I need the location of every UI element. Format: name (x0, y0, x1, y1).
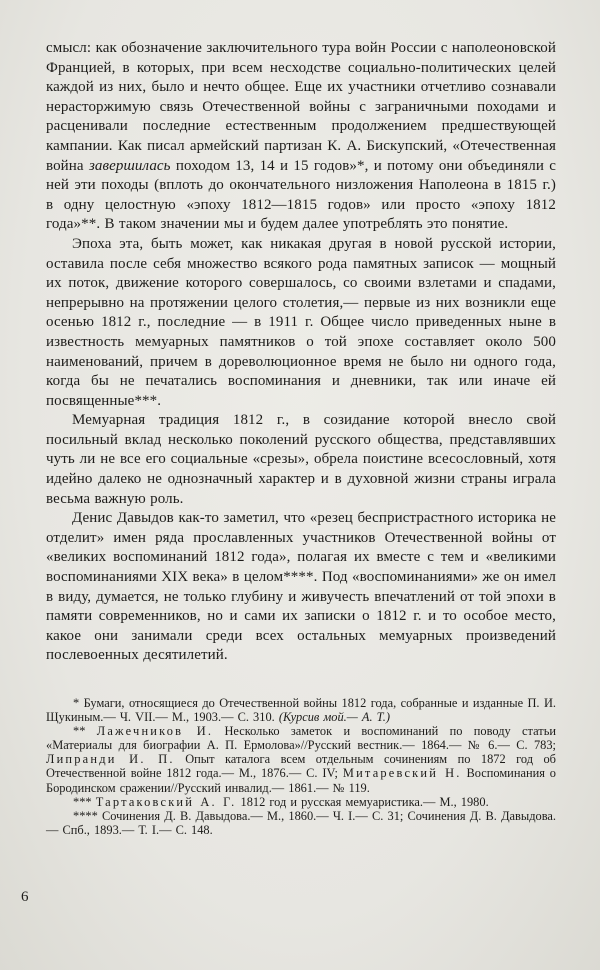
footnote-segment: Воспоминания о Бородинском сражении//Русский инвалид.— 1861.— № 119. (46, 766, 556, 795)
footnote (46, 724, 556, 794)
footnote-segment: 1812 год и русская мемуаристика.— М., 1980. (236, 794, 489, 809)
footnote-segment: Лажечников И. (96, 724, 214, 739)
footnote (46, 696, 556, 724)
paragraph-segment: походом 13, 14 и 15 годов»*, и потому они объединяли с ней эти походы (вплоть до окончательного низложения Наполеона в 1815 г.) в одну целостную «эпоху 1812—1815 годов» или просто «эпоху 1812 года»**. В таком значении мы и будем далее употреблять это понятие. (46, 157, 556, 233)
footnote-segment: Несколько заметок и воспоминаний по поводу статьи «Материалы для биографии А. П. Ермолова»//Русский вестник.— 1864.— № 6.— С. 783; (46, 724, 556, 753)
page-number: 6 (21, 889, 29, 905)
footnote-segment: Тартаковский А. Г. (95, 794, 237, 809)
paragraph-segment: Мемуарная традиция 1812 г., в созидание которой внесло свой посильный вклад несколько поколений русского общества, представлявших чуть ли не все его социальные «срезы», обрела поистине всесословный, хотя идейно далеко не однозначный характер и в духовной жизни страны играла весьма важную роль. (46, 412, 556, 507)
footnote-segment: ** (73, 724, 97, 739)
paragraph-segment: смысл: как обозначение заключительного тура войн России с наполеоновской Францией, в которых, при всем несходстве социально-политических целей каждой из них, было и нечто общее. Еще их участники отчетливо сознавали нерасторжимую связь Отечественной войны с заграничными походами и расценивали последние естественным продолжением предшествующей кампании. Как писал армейский партизан К. А. Бискупский, «Отечественная война (46, 40, 556, 174)
body-text (46, 39, 556, 666)
footnote-segment: **** Сочинения Д. В. Давыдова.— М., 1860.— Ч. I.— С. 31; Сочинения Д. В. Давыдова.— Спб., 1893.— Т. I.— С. 148. (46, 808, 556, 837)
footnote-segment: * Бумаги, относящиеся до Отечественной войны 1812 года, собранные и изданные П. И. Щукиным.— Ч. VII.— М., 1903.— С. 310. (46, 696, 556, 725)
paragraph (46, 235, 556, 411)
footnote (46, 795, 556, 809)
footnote-segment: Опыт каталога всем отдельным сочинениям по 1872 год об Отечественной войне 1812 года.— М., 1876.— С. IV; (46, 752, 556, 781)
paragraph-segment: Денис Давыдов как-то заметил, что «резец беспристрастного историка не отделит» имен ряда прославленных участников Отечественной войны от «великих воспоминаний 1812 года», полагая их вместе с тем и «великими воспоминаниями XIX века» в целом****. Под «воспоминаниями» же он имел в виду, думается, не только глубину и живучесть впечатлений от той эпохи в памяти современников, но и сами их записки о 1812 г. и то особое место, какое они занимали среди всех остальных мемуарных произведений послевоенных десятилетий. (46, 510, 556, 664)
footnote-segment: Липранди И. П. (46, 752, 175, 767)
footnote-segment: (Курсив мой.— А. Т.) (278, 710, 390, 725)
paragraph (46, 509, 556, 666)
footnote-segment: *** (73, 794, 96, 809)
footnote-segment: Митаревский Н. (342, 766, 462, 781)
footnotes (46, 696, 556, 837)
paragraph-segment: Эпоха эта, быть может, как никакая другая в новой русской истории, оставила после себя множество всякого рода памятных записок — мощный их поток, движение которого совершалось, со своими взлетами и спадами, непрерывно на протяжении целого столетия,— первые из них возникли еще осенью 1812 г., последние — в 1911 г. Общее число приведенных ныне в известность мемуарных памятников о той эпохе составляет около 500 наименований, причем в дореволюционное время не было ни одного года, когда бы не печатались воспоминания и дневники, так или иначе ей посвященные***. (46, 235, 556, 409)
paragraph (46, 411, 556, 509)
footnote (46, 809, 556, 837)
paragraph (46, 39, 556, 235)
paragraph-segment: завершилась (88, 157, 171, 174)
